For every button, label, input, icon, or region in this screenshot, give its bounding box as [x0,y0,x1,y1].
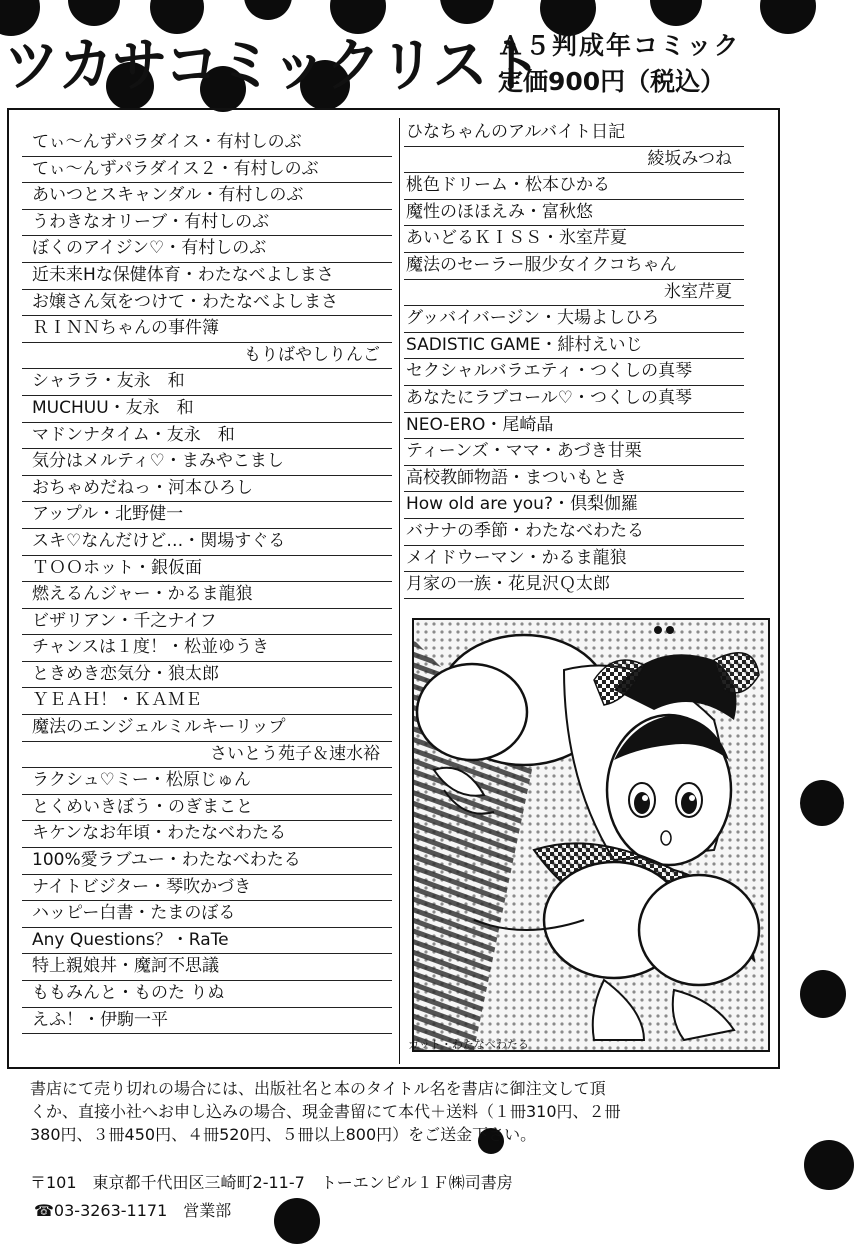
list-item-text: シャララ・友永 和 [32,371,185,392]
illustration-art [414,620,768,1050]
list-item [22,236,392,263]
decorative-dot [800,780,844,826]
list-item [22,423,392,450]
list-item-text: ティーンズ・ママ・あづき甘栗 [406,441,642,462]
list-item [22,795,392,822]
list-item-text: SADISTIC GAME・緋村えいじ [406,334,643,355]
list-item [404,306,744,333]
list-item [22,476,392,503]
list-item [22,157,392,184]
list-item-text: キケンなお年頃・わたなべわたる [32,823,287,844]
illustration-credit: カット・わたなべわたる [408,1038,529,1051]
list-item [22,210,392,237]
list-item-text: NEO-ERO・尾崎晶 [406,414,554,435]
list-item-text: メイドウーマン・かるま龍狼 [406,547,627,568]
list-item-text: 100%愛ラブユー・わたなべわたる [32,850,301,871]
list-item-text: グッバイバージン・大場よしひろ [406,308,660,329]
order-notice-line: くか、直接小社へお申し込みの場合、現金書留にて本代＋送料（１冊310円、２冊 [30,1102,621,1121]
order-notice-line: 380円、３冊450円、４冊520円、５冊以上800円）をご送金下さい。 [30,1125,537,1144]
list-item [22,715,392,742]
list-item-text: 魔法のエンジェルミルキーリップ [32,717,286,738]
list-item [22,1008,392,1035]
list-item [22,928,392,955]
list-item-text: 氷室芹夏 [664,281,732,302]
list-item [404,253,744,280]
list-item-text: 気分はメルティ♡・まみやこまし [32,451,284,472]
list-item [404,519,744,546]
list-item [404,413,744,440]
list-item-text: ひなちゃんのアルバイト日記 [406,122,626,142]
list-item-text: スキ♡なんだけど…・関場すぐる [32,530,286,551]
list-item [22,529,392,556]
list-item [22,502,392,529]
list-item-text: あいどるＫＩＳＳ・氷室芹夏 [406,228,627,249]
comic-list-left [22,130,392,1034]
list-item-text: 高校教師物語・まついもとき [406,467,627,488]
list-item-author-continuation [22,742,392,769]
publisher-address: 〒101 東京都千代田区三崎町2-11-7 トーエンビル１Ｆ㈱司書房 [30,1173,513,1192]
list-item [22,901,392,928]
list-item-text: おちゃめだねっ・河本ひろし [32,477,253,498]
list-item-text: ビザリアン・千之ナイフ [32,610,217,631]
list-item-text: マドンナタイム・友永 和 [32,424,235,445]
list-item-text: Any Questions？・RaTe [32,929,229,950]
list-item-text: ＲＩＮＮちゃんの事件簿 [32,318,219,339]
list-item [404,466,744,493]
decorative-dot [760,0,816,34]
list-item [22,130,392,157]
list-item-text: てぃ〜んずパラダイス２・有村しのぶ [32,158,319,179]
list-item-text: ぼくのアイジン♡・有村しのぶ [32,238,267,259]
list-item-text: 綾坂みつね [647,148,732,169]
list-item-text: チャンスは１度！・松並ゆうき [32,637,269,658]
list-item-text: お嬢さん気をつけて・わたなべよしまさ [32,291,338,312]
list-item-text: 特上親娘丼・魔訶不思議 [32,956,219,977]
decorative-dot [650,0,702,26]
list-item-text: ＴＯＯホット・銀仮面 [32,557,202,578]
decorative-dot [800,970,846,1018]
list-item [22,263,392,290]
decorative-dot [274,1198,320,1244]
decorative-dot [244,0,292,20]
column-divider [399,118,400,1064]
list-item [22,768,392,795]
list-item [22,662,392,689]
list-item-author-continuation [404,280,744,307]
order-notice [30,1077,780,1146]
list-item [22,290,392,317]
comic-list-right [404,120,744,599]
list-item [22,848,392,875]
list-item [404,359,744,386]
list-item [404,439,744,466]
list-item-text: ももみんと・ものた りぬ [32,983,225,1003]
list-item [22,582,392,609]
list-item-text: How old are you?・倶梨伽羅 [406,494,638,515]
list-item-text: てぃ〜んずパラダイス・有村しのぶ [32,132,302,152]
list-item [22,981,392,1008]
list-item-text: 燃えるんジャー・かるま龍狼 [32,584,253,605]
list-item-text: ナイトビジター・琴吹かづき [32,876,252,897]
list-item [404,572,744,599]
list-item [22,609,392,636]
list-item-author-continuation [22,343,392,370]
list-item [22,821,392,848]
list-item [22,449,392,476]
list-item [404,200,744,227]
list-item [404,333,744,360]
list-item [404,120,744,147]
list-item-text: あいつとスキャンダル・有村しのぶ [32,185,304,206]
list-item-text: もりばやしりんご [244,344,380,365]
order-notice-line: 書店にて売り切れの場合には、出版社名と本のタイトル名を書店に御注文して頂 [30,1079,606,1098]
list-item-text: ときめき恋気分・狼太郎 [32,663,219,684]
list-item [22,688,392,715]
list-item-text: うわきなオリーブ・有村しのぶ [32,211,270,232]
list-item [22,954,392,981]
list-item-text: セクシャルバラエティ・つくしの真琴 [406,361,693,382]
list-item [22,875,392,902]
list-item [404,492,744,519]
list-item-text: 魔性のほほえみ・富秋悠 [406,201,593,222]
list-item-text: ＹＥＡＨ！・ＫＡＭＥ [32,690,202,711]
list-item-text: バナナの季節・わたなべわたる [406,520,644,541]
list-item-author-continuation [404,147,744,174]
list-item [22,316,392,343]
list-item [404,386,744,413]
format-label: Ａ５判成年コミック [498,31,741,60]
list-item [404,173,744,200]
list-item [22,635,392,662]
list-item-text: さいとう苑子＆速水裕 [210,743,380,764]
list-item-text: 月家の一族・花見沢Ｑ太郎 [406,574,610,595]
price-label: 定価900円（税込） [498,67,726,96]
list-item-text: アップル・北野健一 [32,504,184,525]
list-item-text: 魔法のセーラー服少女イクコちゃん [406,254,677,275]
list-item-text: 桃色ドリーム・松本ひかる [406,175,610,196]
list-item [22,396,392,423]
cover-illustration [412,618,770,1052]
list-item-text: ハッピー白書・たまのぼる [32,903,236,924]
decorative-dot [804,1140,854,1190]
page-title: ツカサコミックリスト [4,31,542,99]
list-item-text: 近未来Hな保健体育・わたなべよしまさ [32,264,334,285]
list-item-text: あなたにラブコール♡・つくしの真琴 [406,387,693,408]
list-item-text: MUCHUU・友永 和 [32,397,194,418]
list-item-text: ラクシュ♡ミー・松原じゅん [32,770,251,791]
list-item [22,556,392,583]
list-item-text: とくめいきぼう・のぎまこと [32,796,253,817]
list-item [22,369,392,396]
list-item [404,546,744,573]
list-item [22,183,392,210]
list-item-text: えふ！・伊駒一平 [32,1009,168,1030]
list-item [404,226,744,253]
publisher-phone: ☎03-3263-1171 営業部 [34,1201,232,1220]
